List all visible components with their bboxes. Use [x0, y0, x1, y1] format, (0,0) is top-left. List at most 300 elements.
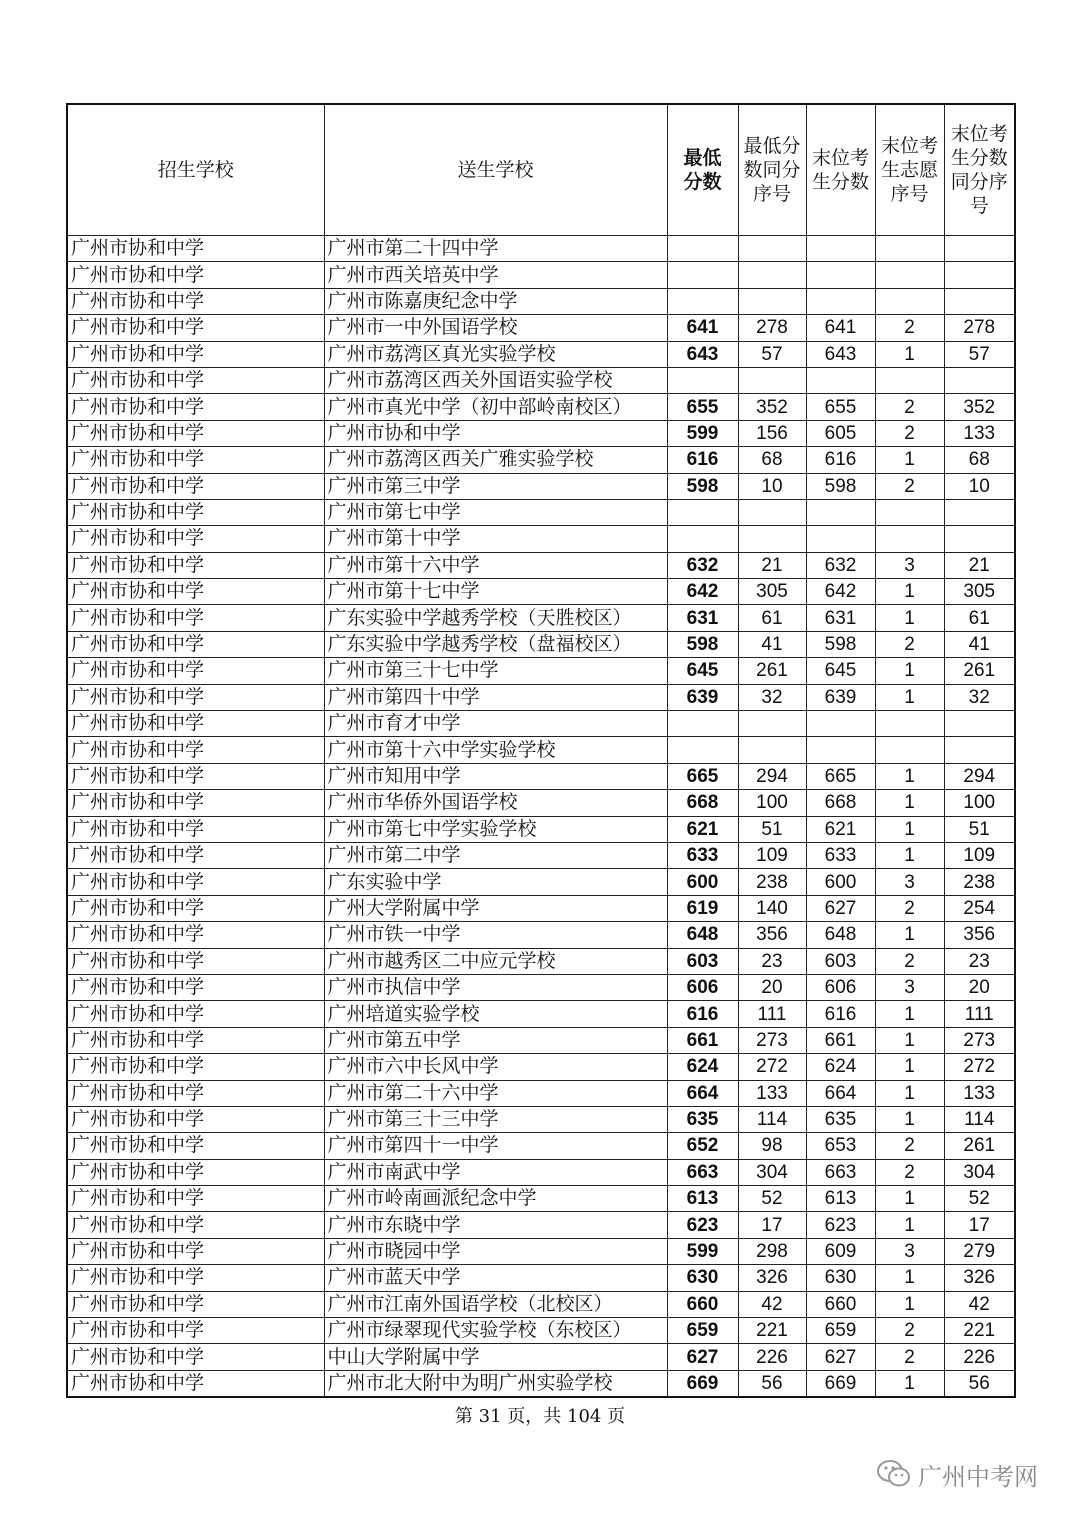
cell-last-score: 598 [806, 631, 875, 657]
cell-min-score: 631 [667, 605, 738, 631]
table-row [67, 1291, 1015, 1317]
cell-min-score-rank: 352 [738, 394, 806, 420]
cell-recruit-school: 广州市协和中学 [67, 394, 324, 420]
cell-last-score: 609 [806, 1238, 875, 1264]
cell-send-school: 广州市第十六中学实验学校 [324, 737, 667, 763]
table-row [67, 552, 1015, 578]
cell-last-rank: 23 [944, 948, 1015, 974]
cell-last-pref: 2 [875, 895, 944, 921]
cell-min-score-rank [738, 262, 806, 288]
cell-last-rank: 272 [944, 1054, 1015, 1080]
table-row [67, 1054, 1015, 1080]
cell-last-pref: 1 [875, 579, 944, 605]
cell-min-score-rank: 52 [738, 1186, 806, 1212]
cell-last-score: 621 [806, 816, 875, 842]
cell-min-score-rank: 140 [738, 895, 806, 921]
cell-last-pref: 1 [875, 684, 944, 710]
cell-last-pref: 3 [875, 974, 944, 1000]
cell-send-school: 广州市协和中学 [324, 420, 667, 446]
cell-recruit-school: 广州市协和中学 [67, 658, 324, 684]
cell-last-rank [944, 499, 1015, 525]
cell-recruit-school: 广州市协和中学 [67, 552, 324, 578]
cell-last-score: 613 [806, 1186, 875, 1212]
table-row [67, 1370, 1015, 1397]
cell-recruit-school: 广州市协和中学 [67, 1080, 324, 1106]
cell-last-pref: 1 [875, 447, 944, 473]
cell-min-score-rank: 305 [738, 579, 806, 605]
cell-recruit-school: 广州市协和中学 [67, 1370, 324, 1397]
cell-last-pref [875, 288, 944, 314]
cell-last-score [806, 262, 875, 288]
cell-recruit-school: 广州市协和中学 [67, 1001, 324, 1027]
cell-last-pref: 1 [875, 1001, 944, 1027]
cell-last-pref: 1 [875, 1106, 944, 1132]
table-row [67, 499, 1015, 525]
cell-send-school: 广州市六中长风中学 [324, 1054, 667, 1080]
cell-min-score: 606 [667, 974, 738, 1000]
table-row [67, 1344, 1015, 1370]
cell-last-score: 641 [806, 315, 875, 341]
cell-last-pref: 2 [875, 1159, 944, 1185]
header-last-pref-text: 末位考生志愿序号 [880, 135, 938, 205]
cell-min-score: 665 [667, 763, 738, 789]
cell-last-pref [875, 236, 944, 262]
cell-last-rank: 109 [944, 842, 1015, 868]
cell-last-rank: 21 [944, 552, 1015, 578]
cell-min-score [667, 262, 738, 288]
cell-send-school: 广州市荔湾区西关外国语实验学校 [324, 367, 667, 393]
cell-recruit-school: 广州市协和中学 [67, 895, 324, 921]
cell-min-score: 624 [667, 1054, 738, 1080]
cell-last-score: 627 [806, 895, 875, 921]
cell-min-score: 645 [667, 658, 738, 684]
cell-min-score: 633 [667, 842, 738, 868]
cell-last-score: 616 [806, 1001, 875, 1027]
table-row [67, 526, 1015, 552]
table-row [67, 842, 1015, 868]
cell-send-school: 广州市真光中学（初中部岭南校区） [324, 394, 667, 420]
cell-send-school: 广州市第三十七中学 [324, 658, 667, 684]
cell-send-school: 广州市第十中学 [324, 526, 667, 552]
cell-recruit-school: 广州市协和中学 [67, 1054, 324, 1080]
table-row [67, 262, 1015, 288]
cell-send-school: 广州市越秀区二中应元学校 [324, 948, 667, 974]
cell-send-school: 广州市华侨外国语学校 [324, 790, 667, 816]
cell-min-score-rank: 56 [738, 1370, 806, 1397]
cell-last-pref: 1 [875, 1370, 944, 1397]
cell-min-score: 643 [667, 341, 738, 367]
cell-last-rank: 10 [944, 473, 1015, 499]
cell-min-score: 630 [667, 1265, 738, 1291]
cell-last-score: 659 [806, 1318, 875, 1344]
cell-last-rank: 41 [944, 631, 1015, 657]
cell-last-pref: 1 [875, 1265, 944, 1291]
table-row [67, 948, 1015, 974]
cell-last-score: 669 [806, 1370, 875, 1397]
cell-last-rank: 294 [944, 763, 1015, 789]
cell-recruit-school: 广州市协和中学 [67, 236, 324, 262]
table-row [67, 763, 1015, 789]
cell-last-score: 653 [806, 1133, 875, 1159]
cell-last-rank: 42 [944, 1291, 1015, 1317]
cell-min-score-rank: 133 [738, 1080, 806, 1106]
cell-send-school: 广州市第七中学 [324, 499, 667, 525]
cell-last-score: 633 [806, 842, 875, 868]
cell-recruit-school: 广州市协和中学 [67, 631, 324, 657]
cell-last-pref: 1 [875, 1291, 944, 1317]
table-row [67, 922, 1015, 948]
cell-min-score [667, 526, 738, 552]
cell-recruit-school: 广州市协和中学 [67, 1344, 324, 1370]
header-last-score [806, 104, 875, 236]
cell-min-score: 616 [667, 1001, 738, 1027]
cell-send-school: 广州市陈嘉庚纪念中学 [324, 288, 667, 314]
cell-min-score: 655 [667, 394, 738, 420]
cell-last-score [806, 367, 875, 393]
table-row [67, 1133, 1015, 1159]
table-row [67, 236, 1015, 262]
cell-last-rank: 114 [944, 1106, 1015, 1132]
cell-last-pref: 2 [875, 1318, 944, 1344]
cell-min-score-rank: 100 [738, 790, 806, 816]
cell-min-score: 598 [667, 473, 738, 499]
cell-send-school: 广州市江南外国语学校（北校区） [324, 1291, 667, 1317]
cell-recruit-school: 广州市协和中学 [67, 579, 324, 605]
cell-last-score: 616 [806, 447, 875, 473]
cell-last-pref: 1 [875, 1186, 944, 1212]
cell-last-pref: 1 [875, 1054, 944, 1080]
cell-min-score: 621 [667, 816, 738, 842]
cell-recruit-school: 广州市协和中学 [67, 499, 324, 525]
cell-last-rank: 279 [944, 1238, 1015, 1264]
header-last-pref [875, 104, 944, 236]
cell-last-pref [875, 367, 944, 393]
cell-send-school: 广州市北大附中为明广州实验学校 [324, 1370, 667, 1397]
table-row [67, 1027, 1015, 1053]
cell-send-school: 广州市荔湾区真光实验学校 [324, 341, 667, 367]
cell-min-score-rank: 68 [738, 447, 806, 473]
header-min-score-rank [738, 104, 806, 236]
cell-last-rank: 356 [944, 922, 1015, 948]
cell-min-score-rank: 221 [738, 1318, 806, 1344]
cell-min-score-rank: 356 [738, 922, 806, 948]
header-row [67, 104, 1015, 236]
table-row [67, 1080, 1015, 1106]
cell-recruit-school: 广州市协和中学 [67, 922, 324, 948]
cell-min-score-rank: 57 [738, 341, 806, 367]
cell-send-school: 广州市第三十三中学 [324, 1106, 667, 1132]
table-row [67, 658, 1015, 684]
cell-recruit-school: 广州市协和中学 [67, 341, 324, 367]
cell-send-school: 广东实验中学越秀学校（天胜校区） [324, 605, 667, 631]
cell-min-score: 599 [667, 1238, 738, 1264]
cell-recruit-school: 广州市协和中学 [67, 842, 324, 868]
cell-min-score-rank [738, 367, 806, 393]
header-last-rank-text: 末位考生分数同分序号 [950, 123, 1008, 217]
cell-last-pref: 3 [875, 552, 944, 578]
table-row [67, 684, 1015, 710]
cell-last-score: 660 [806, 1291, 875, 1317]
cell-min-score-rank: 278 [738, 315, 806, 341]
cell-send-school: 广州市铁一中学 [324, 922, 667, 948]
cell-send-school: 广州市第二十四中学 [324, 236, 667, 262]
cell-min-score [667, 236, 738, 262]
cell-last-score: 624 [806, 1054, 875, 1080]
cell-last-score: 668 [806, 790, 875, 816]
cell-last-score: 655 [806, 394, 875, 420]
cell-last-pref [875, 526, 944, 552]
table-row [67, 711, 1015, 737]
cell-min-score-rank: 261 [738, 658, 806, 684]
cell-send-school: 广州市一中外国语学校 [324, 315, 667, 341]
cell-last-pref: 1 [875, 1212, 944, 1238]
cell-last-pref: 1 [875, 816, 944, 842]
table-row [67, 420, 1015, 446]
cell-min-score-rank: 226 [738, 1344, 806, 1370]
cell-min-score-rank: 21 [738, 552, 806, 578]
cell-last-pref [875, 499, 944, 525]
cell-min-score-rank: 298 [738, 1238, 806, 1264]
table-row [67, 394, 1015, 420]
cell-last-pref: 2 [875, 394, 944, 420]
cell-min-score-rank [738, 236, 806, 262]
header-last-score-text: 末位考生分数 [811, 147, 869, 193]
cell-last-score: 623 [806, 1212, 875, 1238]
cell-last-rank: 32 [944, 684, 1015, 710]
cell-min-score: 603 [667, 948, 738, 974]
cell-last-score: 598 [806, 473, 875, 499]
cell-last-rank: 273 [944, 1027, 1015, 1053]
wechat-icon [876, 1459, 912, 1489]
cell-last-rank: 111 [944, 1001, 1015, 1027]
cell-last-pref: 3 [875, 869, 944, 895]
cell-recruit-school: 广州市协和中学 [67, 1133, 324, 1159]
table-row [67, 341, 1015, 367]
cell-min-score-rank: 17 [738, 1212, 806, 1238]
cell-send-school: 广州培道实验学校 [324, 1001, 667, 1027]
cell-recruit-school: 广州市协和中学 [67, 711, 324, 737]
cell-min-score: 619 [667, 895, 738, 921]
cell-last-rank: 238 [944, 869, 1015, 895]
cell-send-school: 广东实验中学越秀学校（盘福校区） [324, 631, 667, 657]
cell-last-score: 643 [806, 341, 875, 367]
cell-last-score [806, 737, 875, 763]
table-row [67, 1186, 1015, 1212]
cell-min-score: 627 [667, 1344, 738, 1370]
cell-last-rank: 226 [944, 1344, 1015, 1370]
cell-min-score: 661 [667, 1027, 738, 1053]
cell-send-school: 广州市晓园中学 [324, 1238, 667, 1264]
cell-min-score-rank: 42 [738, 1291, 806, 1317]
cell-min-score: 613 [667, 1186, 738, 1212]
cell-min-score-rank: 20 [738, 974, 806, 1000]
cell-min-score-rank: 51 [738, 816, 806, 842]
cell-send-school: 广州市西关培英中学 [324, 262, 667, 288]
cell-last-rank: 61 [944, 605, 1015, 631]
cell-min-score: 660 [667, 1291, 738, 1317]
cell-last-score: 665 [806, 763, 875, 789]
cell-min-score: 632 [667, 552, 738, 578]
table-row [67, 895, 1015, 921]
cell-last-score: 606 [806, 974, 875, 1000]
cell-recruit-school: 广州市协和中学 [67, 948, 324, 974]
cell-min-score [667, 737, 738, 763]
table-row [67, 737, 1015, 763]
cell-min-score: 616 [667, 447, 738, 473]
cell-last-pref: 1 [875, 922, 944, 948]
header-last-rank [944, 104, 1015, 236]
cell-recruit-school: 广州市协和中学 [67, 1265, 324, 1291]
cell-min-score [667, 288, 738, 314]
cell-last-rank: 20 [944, 974, 1015, 1000]
table-row [67, 367, 1015, 393]
cell-min-score-rank: 32 [738, 684, 806, 710]
cell-send-school: 广州市第二中学 [324, 842, 667, 868]
watermark-text: 广州中考网 [918, 1462, 1038, 1491]
cell-min-score-rank: 98 [738, 1133, 806, 1159]
cell-min-score [667, 499, 738, 525]
cell-send-school: 广州市第十七中学 [324, 579, 667, 605]
cell-min-score: 668 [667, 790, 738, 816]
cell-last-score: 642 [806, 579, 875, 605]
cell-min-score: 652 [667, 1133, 738, 1159]
cell-last-rank: 68 [944, 447, 1015, 473]
table-row [67, 790, 1015, 816]
table-row [67, 1318, 1015, 1344]
cell-last-rank: 51 [944, 816, 1015, 842]
cell-last-pref [875, 262, 944, 288]
cell-send-school: 广州市蓝天中学 [324, 1265, 667, 1291]
cell-last-pref: 2 [875, 1133, 944, 1159]
cell-last-pref [875, 711, 944, 737]
cell-min-score-rank: 326 [738, 1265, 806, 1291]
page-footer: 第 31 页，共 104 页 [454, 1406, 626, 1427]
admission-table [66, 103, 1016, 1398]
cell-recruit-school: 广州市协和中学 [67, 420, 324, 446]
cell-recruit-school: 广州市协和中学 [67, 790, 324, 816]
cell-last-rank [944, 711, 1015, 737]
cell-min-score-rank: 304 [738, 1159, 806, 1185]
cell-last-score: 630 [806, 1265, 875, 1291]
cell-last-pref: 3 [875, 1238, 944, 1264]
cell-send-school: 广州市第七中学实验学校 [324, 816, 667, 842]
cell-last-score [806, 288, 875, 314]
cell-last-rank: 133 [944, 1080, 1015, 1106]
cell-min-score-rank: 238 [738, 869, 806, 895]
cell-min-score: 639 [667, 684, 738, 710]
cell-last-score: 661 [806, 1027, 875, 1053]
cell-min-score: 623 [667, 1212, 738, 1238]
watermark [876, 1454, 1038, 1494]
table-row [67, 1265, 1015, 1291]
table-row [67, 1212, 1015, 1238]
cell-last-rank: 57 [944, 341, 1015, 367]
cell-min-score: 600 [667, 869, 738, 895]
cell-last-rank [944, 288, 1015, 314]
cell-last-rank [944, 262, 1015, 288]
cell-last-rank: 100 [944, 790, 1015, 816]
cell-min-score-rank: 272 [738, 1054, 806, 1080]
cell-last-pref: 2 [875, 473, 944, 499]
table-row [67, 816, 1015, 842]
cell-last-pref: 2 [875, 948, 944, 974]
cell-last-rank: 52 [944, 1186, 1015, 1212]
cell-last-rank: 278 [944, 315, 1015, 341]
table-row [67, 631, 1015, 657]
cell-send-school: 广东实验中学 [324, 869, 667, 895]
cell-min-score-rank: 23 [738, 948, 806, 974]
cell-last-rank: 17 [944, 1212, 1015, 1238]
cell-min-score-rank: 156 [738, 420, 806, 446]
cell-recruit-school: 广州市协和中学 [67, 447, 324, 473]
cell-min-score: 642 [667, 579, 738, 605]
cell-last-rank: 261 [944, 658, 1015, 684]
table-row [67, 473, 1015, 499]
cell-send-school: 广州市第四十中学 [324, 684, 667, 710]
cell-send-school: 广州市南武中学 [324, 1159, 667, 1185]
cell-recruit-school: 广州市协和中学 [67, 1186, 324, 1212]
cell-last-rank [944, 236, 1015, 262]
cell-min-score-rank [738, 499, 806, 525]
cell-send-school: 广州市执信中学 [324, 974, 667, 1000]
header-min-score-rank-text: 最低分数同分序号 [743, 135, 801, 205]
cell-last-pref: 1 [875, 1080, 944, 1106]
cell-recruit-school: 广州市协和中学 [67, 816, 324, 842]
cell-send-school: 广州市知用中学 [324, 763, 667, 789]
cell-recruit-school: 广州市协和中学 [67, 1318, 324, 1344]
table-row [67, 315, 1015, 341]
cell-min-score: 599 [667, 420, 738, 446]
cell-recruit-school: 广州市协和中学 [67, 315, 324, 341]
cell-min-score: 635 [667, 1106, 738, 1132]
cell-last-rank: 133 [944, 420, 1015, 446]
cell-min-score: 669 [667, 1370, 738, 1397]
cell-min-score-rank: 111 [738, 1001, 806, 1027]
cell-min-score [667, 367, 738, 393]
cell-last-rank: 254 [944, 895, 1015, 921]
cell-last-rank: 352 [944, 394, 1015, 420]
cell-last-pref: 1 [875, 341, 944, 367]
cell-send-school: 中山大学附属中学 [324, 1344, 667, 1370]
cell-recruit-school: 广州市协和中学 [67, 288, 324, 314]
cell-recruit-school: 广州市协和中学 [67, 1106, 324, 1132]
cell-last-pref: 2 [875, 1344, 944, 1370]
table-row [67, 869, 1015, 895]
cell-min-score: 663 [667, 1159, 738, 1185]
cell-last-pref: 1 [875, 842, 944, 868]
cell-last-rank: 326 [944, 1265, 1015, 1291]
cell-last-score [806, 236, 875, 262]
cell-last-rank [944, 526, 1015, 552]
cell-last-rank: 56 [944, 1370, 1015, 1397]
cell-recruit-school: 广州市协和中学 [67, 869, 324, 895]
cell-last-score: 663 [806, 1159, 875, 1185]
table-row [67, 447, 1015, 473]
cell-last-pref: 1 [875, 763, 944, 789]
cell-send-school: 广州市绿翠现代实验学校（东校区） [324, 1318, 667, 1344]
cell-send-school: 广州市岭南画派纪念中学 [324, 1186, 667, 1212]
cell-min-score-rank [738, 288, 806, 314]
table-row [67, 579, 1015, 605]
cell-recruit-school: 广州市协和中学 [67, 1027, 324, 1053]
cell-send-school: 广州市第三中学 [324, 473, 667, 499]
cell-min-score [667, 711, 738, 737]
cell-send-school: 广州市第四十一中学 [324, 1133, 667, 1159]
header-recruit-school: 招生学校 [67, 104, 324, 236]
cell-last-pref: 1 [875, 1027, 944, 1053]
table-row [67, 1001, 1015, 1027]
cell-recruit-school: 广州市协和中学 [67, 1291, 324, 1317]
